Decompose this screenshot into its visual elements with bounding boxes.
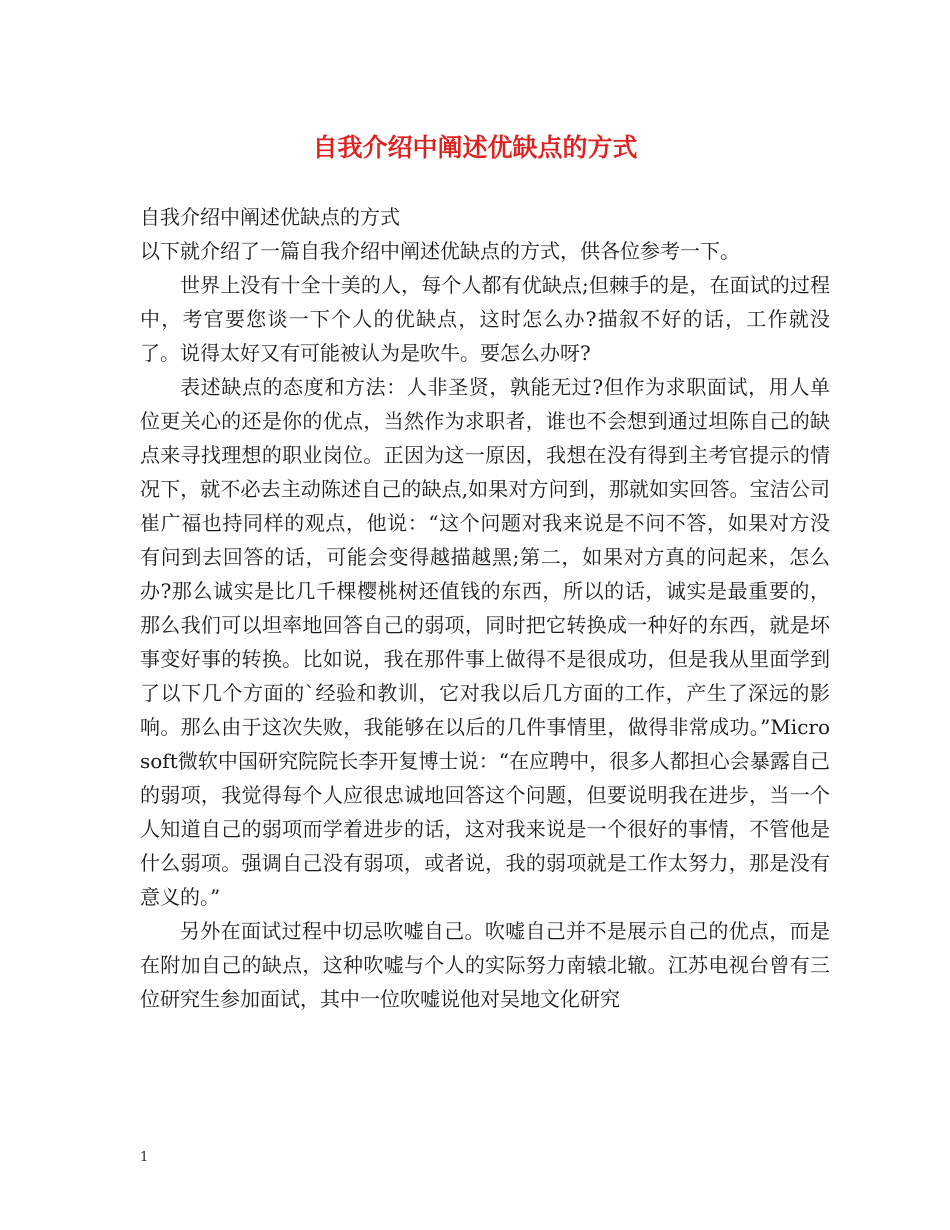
page-number: 1 bbox=[140, 1150, 149, 1165]
paragraph-3: 另外在面试过程中切忌吹嘘自己。吹嘘自己并不是展示自己的优点，而是在附加自己的缺点，这种吹嘘与个人的实际努力南辕北辙。江苏电视台曾有三位研究生参加面试，其中一位吹嘘说他对吴地文化研究 bbox=[140, 919, 830, 1011]
paragraph-subtitle: 自我介绍中阐述优缺点的方式 bbox=[140, 205, 400, 229]
document-title: 自我介绍中阐述优缺点的方式 bbox=[312, 133, 638, 162]
paragraph-1: 世界上没有十全十美的人，每个人都有优缺点;但棘手的是，在面试的过程中，考官要您谈一下个人的优缺点，这时怎么办?描叙不好的话，工作就没了。说得太好又有可能被认为是吹牛。要怎么办呀? bbox=[140, 273, 830, 365]
document-body bbox=[140, 200, 830, 1016]
paragraph-intro: 以下就介绍了一篇自我介绍中阐述优缺点的方式，供各位参考一下。 bbox=[140, 239, 740, 263]
paragraph-2: 表述缺点的态度和方法：人非圣贤，孰能无过?但作为求职面试，用人单位更关心的还是你的优点，当然作为求职者，谁也不会想到通过坦陈自己的缺点来寻找理想的职业岗位。正因为这一原因，我想在没有得到主考官提示的情况下，就不必去主动陈述自己的缺点,如果对方问到，那就如实回答。宝洁公司崔广福也持同样的观点，他说：“这个问题对我来说是不问不答，如果对方没有问到去回答的话，可能会变得越描越黑;第二，如果对方真的问起来，怎么办?那么诚实是比几千棵樱桃树还值钱的东西，所以的话，诚实是最重要的，那么我们可以坦率地回答自己的弱项，同时把它转换成一种好的东西，就是坏事变好事的转换。比如说，我在那件事上做得不是很成功，但是我从里面学到了以下几个方面的`经验和教训，它对我以后几方面的工作，产生了深远的影响。那么由于这次失败，我能够在以后的几件事情里，做得非常成功。”Microsoft微软中国研究院院长李开复博士说：“在应聘中，很多人都担心会暴露自己的弱项，我觉得每个人应很忠诚地回答这个问题，但要说明我在进步，当一个人知道自己的弱项而学着进步的话，这对我来说是一个很好的事情，不管他是什么弱项。强调自己没有弱项，或者说，我的弱项就是工作太努力，那是没有意义的。” bbox=[140, 375, 830, 909]
